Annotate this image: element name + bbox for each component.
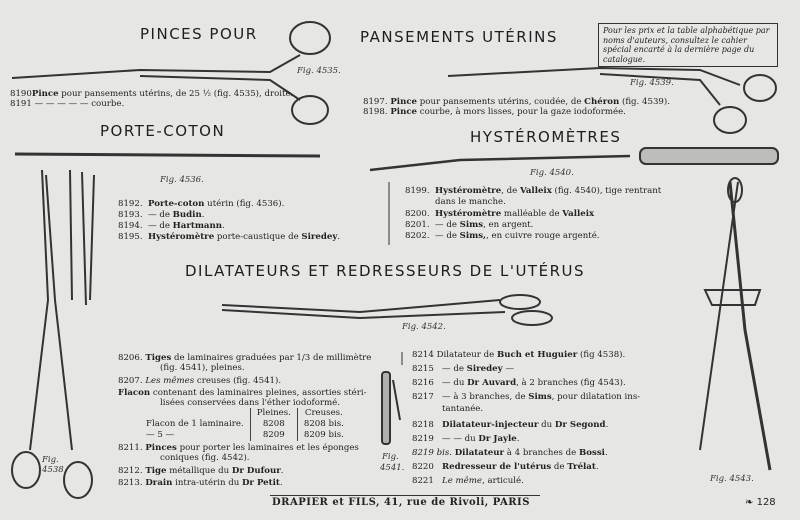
flacon-row-label: — 5 — — [146, 430, 175, 440]
fig-label-4538-a: Fig. — [42, 455, 59, 465]
footer-publisher: DRAPIER et FILS, 41, rue de Rivoli, PARIS — [272, 497, 530, 508]
fig-label-4536: Fig. 4536. — [160, 175, 204, 185]
item-8221: 8221 Le même, articulé. — [412, 476, 524, 486]
item-8198: 8198. Pince courbe, à mors lisses, pour la gaze iodoformée. — [363, 107, 626, 117]
fig-label-4543: Fig. 4543. — [710, 474, 754, 484]
flacon-row-pleines: 8209 — [250, 430, 297, 441]
pinces-4542-illustration — [222, 300, 500, 312]
flacon-row-creuses: 8209 bis. — [297, 430, 350, 441]
fig-label-4539: Fig. 4539. — [630, 78, 674, 88]
item-8219: 8219 — — du Dr Jayle. — [412, 434, 520, 444]
item-8202: 8202. — de Sims,, en cuivre rouge argenté. — [405, 231, 600, 241]
item-8191: 8191 — — — — — courbe. — [10, 99, 125, 109]
porte-coton-4536-illustration — [15, 154, 320, 156]
item-8206-cont: (fig. 4541), pleines. — [160, 363, 245, 373]
item-8218: 8218 Dilatateur-injecteur du Dr Segond. — [412, 420, 609, 430]
ornament-icon: ❧ — [745, 497, 754, 508]
item-flacon-cont: lisées conservées dans l'éther iodoformé. — [160, 398, 340, 408]
item-8207: 8207. Les mêmes creuses (fig. 4541). — [118, 376, 282, 386]
flacon-table — [140, 408, 350, 441]
dilatateur-4543-illustration — [730, 182, 770, 470]
heading-porte-coton: PORTE-COTON — [100, 122, 226, 140]
flacon-row-pleines: 8208 — [250, 419, 297, 430]
item-8211: 8211. Pinces pour porter les laminaires et les éponges — [118, 443, 359, 453]
fig-label-4538-b: 4538 — [42, 465, 64, 475]
tige-4541-illustration — [382, 372, 390, 444]
item-8199-cont: dans le manche. — [435, 197, 506, 207]
item-8192: 8192. Porte-coton utérin (fig. 4536). — [118, 199, 285, 209]
item-8211-cont: coniques (fig. 4542). — [160, 453, 250, 463]
table-row — [140, 430, 350, 441]
page-number — [745, 497, 776, 508]
item-8197: 8197. Pince pour pansements utérins, coudée, de Chéron (fig. 4539). — [363, 97, 670, 107]
dilatateur-4538-illustration — [30, 170, 48, 450]
fig-label-4540: Fig. 4540. — [530, 168, 574, 178]
item-8195: 8195. Hystéromètre porte-caustique de Siredey. — [118, 232, 341, 242]
item-8190: 8190Pince pour pansements utérins, de 25 ½ (fig. 4535), droite. — [10, 89, 294, 99]
heading-pinces-left: PINCES POUR — [140, 25, 258, 43]
flacon-row-label: Flacon de 1 laminaire. — [146, 419, 244, 429]
item-8220: 8220 Redresseur de l'utérus de Trélat. — [412, 462, 599, 472]
item-8216: 8216 — du Dr Auvard, à 2 branches (fig 4543). — [412, 378, 626, 388]
flacon-header-creuses: Creuses. — [297, 408, 350, 419]
footer-rule — [270, 495, 540, 496]
item-8200: 8200. Hystéromètre malléable de Valleix — [405, 209, 595, 219]
item-8212: 8212. Tige métallique du Dr Dufour. — [118, 466, 284, 476]
item-8201: 8201. — de Sims, en argent. — [405, 220, 534, 230]
heading-dilatateurs: DILATATEURS ET REDRESSEURS DE L'UTÉRUS — [185, 262, 585, 280]
flacon-header-pleines: Pleines. — [250, 408, 297, 419]
item-8199: 8199. Hystéromètre, de Valleix (fig. 4540), tige rentrant — [405, 186, 662, 196]
flacon-row-creuses: 8208 bis. — [297, 419, 350, 430]
item-8219-bis: 8219 bis. Dilatateur à 4 branches de Bossi. — [412, 448, 608, 458]
flacon-table-header — [140, 408, 350, 419]
item-8217-cont: tantanée. — [442, 404, 484, 414]
item-8217: 8217 — à 3 branches, de Sims, pour dilatation ins- — [412, 392, 641, 402]
item-8193: 8193. — de Budin. — [118, 210, 205, 220]
page-number-text: 128 — [756, 497, 776, 508]
heading-pinces-right: PANSEMENTS UTÉRINS — [360, 28, 558, 46]
item-8194: 8194. — de Hartmann. — [118, 221, 225, 231]
pince-4539-illustration — [448, 68, 740, 85]
item-8206: 8206. Tiges de laminaires graduées par 1/3 de millimètre — [118, 353, 372, 363]
item-8213: 8213. Drain intra-utérin du Dr Petit. — [118, 478, 283, 488]
fig-label-4542: Fig. 4542. — [402, 322, 446, 332]
item-8214: 8214 Dilatateur de Buch et Huguier (fig 4538). — [412, 350, 626, 360]
item-flacon: Flacon contenant des laminaires pleines, assorties stéri- — [118, 388, 367, 398]
table-row — [140, 419, 350, 430]
fig-label-4541-b: 4541. — [380, 463, 405, 473]
notice-box: Pour les prix et la table alphabétique par noms d'auteurs, consultez le cahier spécial encarté à la dernière page du catalogue. — [598, 23, 778, 67]
heading-hysterometres: HYSTÉROMÈTRES — [470, 128, 622, 146]
fig-label-4535: Fig. 4535. — [297, 66, 341, 76]
item-8215: 8215 — de Siredey — — [412, 364, 514, 374]
pince-4535-illustration — [12, 55, 300, 78]
hysterometre-4540-illustration — [370, 156, 630, 170]
fig-label-4541-a: Fig. — [382, 452, 399, 462]
